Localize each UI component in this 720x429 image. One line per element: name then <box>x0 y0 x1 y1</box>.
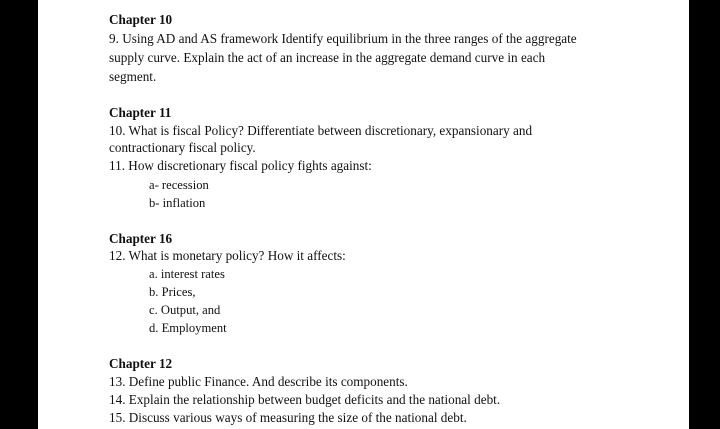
question-11: 11. How discretionary fiscal policy fights against: <box>109 158 372 173</box>
chapter-16-heading: Chapter 16 <box>109 231 173 246</box>
question-9-line-3: segment. <box>109 69 157 84</box>
subitem-output: c. Output, and <box>149 303 221 317</box>
subitem-inflation: b- inflation <box>149 196 206 210</box>
chapter-11-heading: Chapter 11 <box>109 105 172 120</box>
subitem-prices: b. Prices, <box>149 285 196 299</box>
question-9-line-2: supply curve. Explain the act of an increase in the aggregate demand curve in each <box>109 50 546 65</box>
subitem-employment: d. Employment <box>149 321 227 335</box>
question-14: 14. Explain the relationship between budget deficits and the national debt. <box>109 392 501 407</box>
question-15: 15. Discuss various ways of measuring the size of the national debt. <box>109 410 467 425</box>
chapter-12-heading: Chapter 12 <box>109 356 173 371</box>
question-10-line-1: 10. What is fiscal Policy? Differentiate between discretionary, expansionary and <box>109 123 533 138</box>
subitem-recession: a- recession <box>149 178 209 192</box>
subitem-interest-rates: a. interest rates <box>149 267 225 281</box>
question-9-line-1: 9. Using AD and AS framework Identify equilibrium in the three ranges of the aggregate <box>109 31 577 46</box>
document-page <box>38 0 689 429</box>
question-13: 13. Define public Finance. And describe its components. <box>109 374 408 389</box>
question-10-line-2: contractionary fiscal policy. <box>109 140 256 155</box>
chapter-10-heading: Chapter 10 <box>109 12 173 27</box>
question-12: 12. What is monetary policy? How it affects: <box>109 248 346 263</box>
